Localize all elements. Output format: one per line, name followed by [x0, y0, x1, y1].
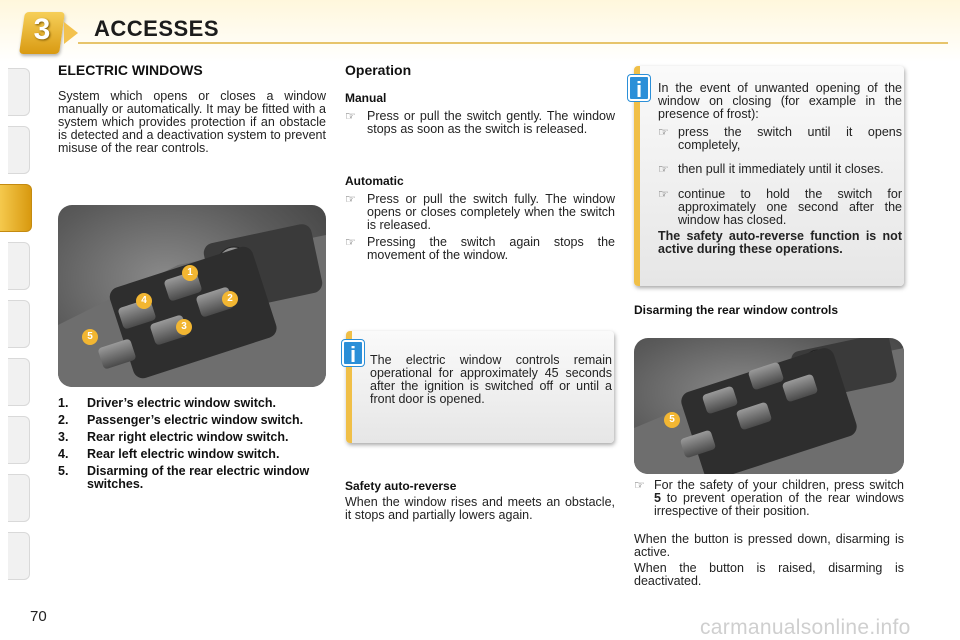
info-bullet	[658, 163, 902, 176]
info-icon: i	[342, 340, 364, 366]
ignition-info-box	[346, 331, 614, 443]
safety-auto-reverse-text: When the window rises and meets an obstacle, it stops and partially lowers again.	[345, 495, 615, 522]
disarming-heading: Disarming the rear window controls	[634, 303, 839, 317]
disarm-bullet-text: For the safety of your children, press switch	[654, 478, 904, 492]
pointing-finger-icon: ☞	[345, 192, 356, 206]
list-item-text: Rear right electric window switch.	[87, 430, 289, 444]
watermark: carmanualsonline.info	[700, 616, 911, 639]
info-bullet-text: continue to hold the switch for approximately one second after the window has closed.	[678, 187, 902, 227]
info-bullet-text: then pull it immediately until it closes.	[678, 162, 884, 176]
chapter-tab[interactable]	[8, 416, 30, 464]
list-item-number: 1.	[58, 396, 69, 410]
list-item-text: Passenger’s electric window switch.	[87, 413, 304, 427]
info-bullet-text: press the switch until it opens completely,	[678, 125, 902, 152]
chapter-tab-active[interactable]	[0, 184, 32, 232]
pressed-down-text: When the button is pressed down, disarming is active.	[634, 532, 904, 559]
list-item-number: 2.	[58, 413, 69, 427]
info-bullet	[658, 126, 902, 152]
chapter-tab[interactable]	[8, 358, 30, 406]
list-item	[58, 448, 330, 461]
operation-heading: Operation	[345, 62, 412, 78]
pointing-finger-icon: ☞	[658, 162, 669, 176]
list-item-number: 3.	[58, 430, 69, 444]
disarm-bullet	[634, 479, 904, 518]
automatic-bullet-text: Pressing the switch again stops the movement of the window.	[367, 235, 615, 262]
manual-bullet-text: Press or pull the switch gently. The window stops as soon as the switch is released.	[367, 109, 615, 136]
header-rule	[78, 42, 948, 44]
pointing-finger-icon: ☞	[345, 109, 356, 123]
list-item	[58, 465, 330, 491]
auto-reverse-info-intro: In the event of unwanted opening of the window on closing (for example in the presence of frost):	[658, 81, 902, 121]
pointing-finger-icon: ☞	[634, 478, 645, 492]
callout-5: 5	[82, 329, 98, 345]
chapter-tab[interactable]	[8, 532, 30, 580]
page-title: ACCESSES	[94, 16, 220, 41]
chapter-tab[interactable]	[8, 474, 30, 522]
list-item	[58, 431, 330, 444]
page-number: 70	[30, 608, 47, 625]
callout-2: 2	[222, 291, 238, 307]
chapter-tab[interactable]	[8, 300, 30, 348]
manual-bullet	[345, 110, 615, 136]
manual-heading: Manual	[345, 91, 387, 105]
pointing-finger-icon: ☞	[345, 235, 356, 249]
disarm-bullet-text: to prevent operation of the rear windows irrespective of their position.	[654, 491, 904, 518]
automatic-bullet-text: Press or pull the switch fully. The window opens or closes completely when the switch is released.	[367, 192, 615, 232]
info-bullet	[658, 188, 902, 227]
callout-3: 3	[176, 319, 192, 335]
list-item-text: Rear left electric window switch.	[87, 447, 280, 461]
callout-4: 4	[136, 293, 152, 309]
callout-5: 5	[664, 412, 680, 428]
chapter-tab[interactable]	[8, 126, 30, 174]
pointing-finger-icon: ☞	[658, 187, 669, 201]
list-item	[58, 397, 330, 410]
chapter-tab[interactable]	[8, 242, 30, 290]
safety-auto-reverse-heading: Safety auto-reverse	[345, 479, 457, 493]
chevron-icon	[64, 22, 78, 44]
switch-legend-list	[58, 397, 330, 495]
list-item-number: 4.	[58, 447, 69, 461]
disarm-switch-photo	[634, 338, 904, 474]
raised-text: When the button is raised, disarming is deactivated.	[634, 561, 904, 588]
auto-reverse-warning: The safety auto-reverse function is not active during these operations.	[658, 229, 902, 256]
switch-panel-photo	[58, 205, 326, 387]
callout-1: 1	[182, 265, 198, 281]
intro-text: System which opens or closes a window manually or automatically. It may be fitted with a system which provides protection if an obstacle is detected and a deactivation system to prevent misuse of the rear controls.	[58, 89, 326, 155]
list-item-number: 5.	[58, 464, 69, 478]
chapter-number: 3	[33, 13, 51, 46]
list-item	[58, 414, 330, 427]
chapter-tab[interactable]	[8, 68, 30, 116]
chapter-tab-strip	[0, 64, 32, 576]
automatic-bullet	[345, 236, 615, 262]
pointing-finger-icon: ☞	[658, 125, 669, 139]
list-item-text: Driver’s electric window switch.	[87, 396, 276, 410]
info-icon: i	[628, 75, 650, 101]
automatic-bullet	[345, 193, 615, 232]
electric-windows-heading: ELECTRIC WINDOWS	[58, 62, 203, 78]
list-item-text: Disarming of the rear electric window switches.	[87, 464, 310, 491]
switch-number: 5	[654, 491, 661, 505]
auto-reverse-info-box	[634, 66, 904, 286]
automatic-heading: Automatic	[345, 174, 404, 188]
ignition-info-text: The electric window controls remain operational for approximately 45 seconds after the ignition is switched off or until a front door is opened.	[370, 353, 612, 406]
